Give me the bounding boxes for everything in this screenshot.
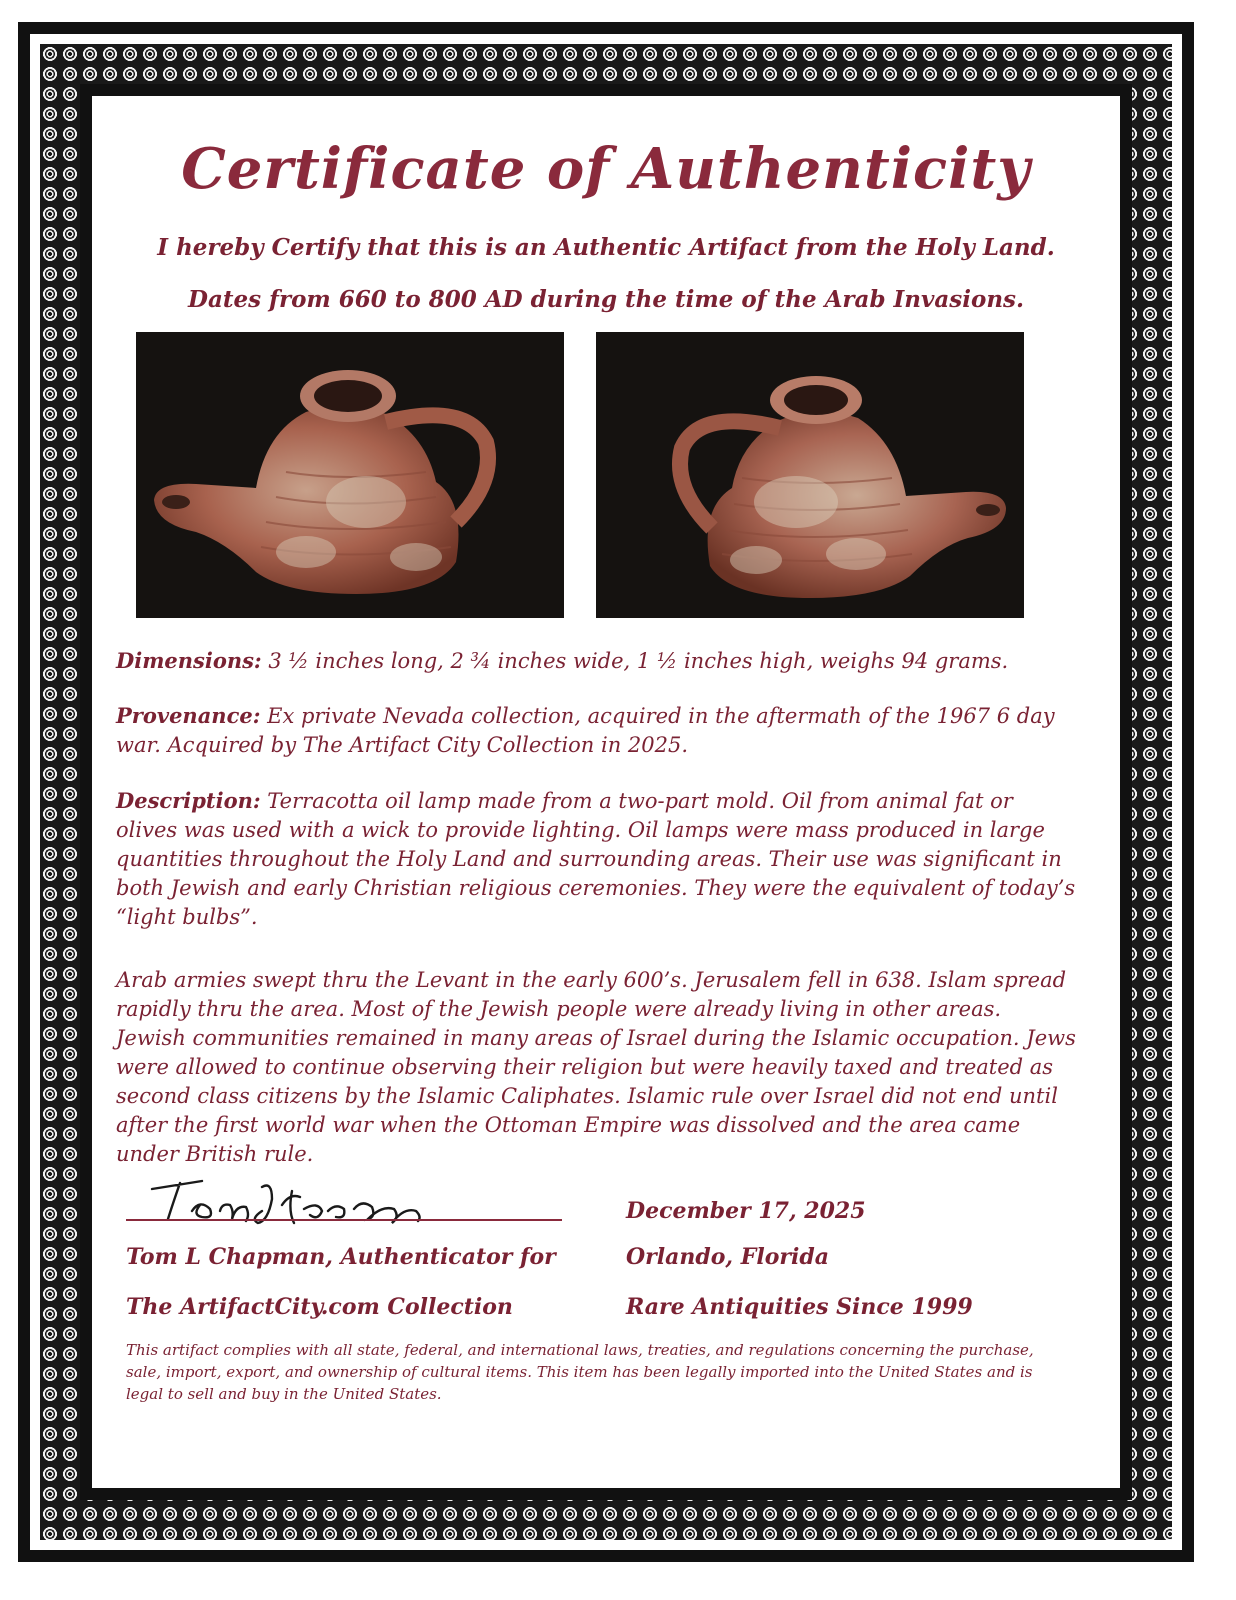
description-label: Description: [116,788,261,813]
certificate-place: Orlando, Florida [626,1244,829,1270]
certificate-date: December 17, 2025 [626,1198,866,1224]
date-range-statement: Dates from 660 to 800 AD during the time of the Arab Invasions. [188,286,1024,313]
company-tagline: Rare Antiquities Since 1999 [626,1294,973,1320]
description-paragraph [116,786,1076,932]
provenance-label: Provenance: [116,703,261,728]
provenance-paragraph [116,701,1076,760]
provenance-text: Ex private Nevada collection, acquired in the aftermath of the 1967 6 day war. Acquired by The Artifact City Collection in 2025. [116,704,1055,757]
history-paragraph: Arab armies swept thru the Levant in the early 600’s. Jerusalem fell in 638. Islam spread rapidly thru the area. Most of the Jewish people were already living in other areas. Jewish communities remained in many areas of Israel during the Islamic occupation. Jews were allowed to continue observing their religion but were heavily taxed and treated as second class citizens by the Islamic Caliphates. Islamic rule over Israel did not end until after the first world war when the Ottoman Empire was dissolved and the area came under British rule. [116,968,1076,1166]
certificate-body [92,96,1120,1488]
dimensions-text: 3 ½ inches long, 2 ¾ inches wide, 1 ½ inches high, weighs 94 grams. [261,649,1009,673]
handwritten-signature [122,1171,562,1231]
collection-name: The ArtifactCity.com Collection [126,1294,513,1320]
oil-lamp-photo-spout-left [136,332,564,618]
certificate-title: Certificate of Authenticity [181,136,1031,202]
artifact-photo-left [136,332,564,618]
legal-compliance-note: This artifact complies with all state, federal, and international laws, treaties, and regulations concerning the purchase, sale, import, export, and ownership of cultural items. This item has been legally imported into the United States and is legal to sell and buy in the United States. [126,1341,1034,1403]
dimensions-paragraph [116,646,1076,676]
artifact-photo-right [596,332,1024,618]
certify-statement: I hereby Certify that this is an Authentic Artifact from the Holy Land. [157,234,1055,261]
dimensions-label: Dimensions: [116,648,262,673]
description-text: Terracotta oil lamp made from a two-part mold. Oil from animal fat or olives was used with a wick to provide lighting. Oil lamps were mass produced in large quantities throughout the Holy Land and surrounding areas. Their use was significant in both Jewish and early Christian religious ceremonies. They were the equivalent of today’s “light bulbs”. [116,789,1076,929]
signature-line [126,1219,562,1221]
authenticator-name: Tom L Chapman, Authenticator for [126,1244,556,1270]
oil-lamp-photo-spout-right [596,332,1024,618]
